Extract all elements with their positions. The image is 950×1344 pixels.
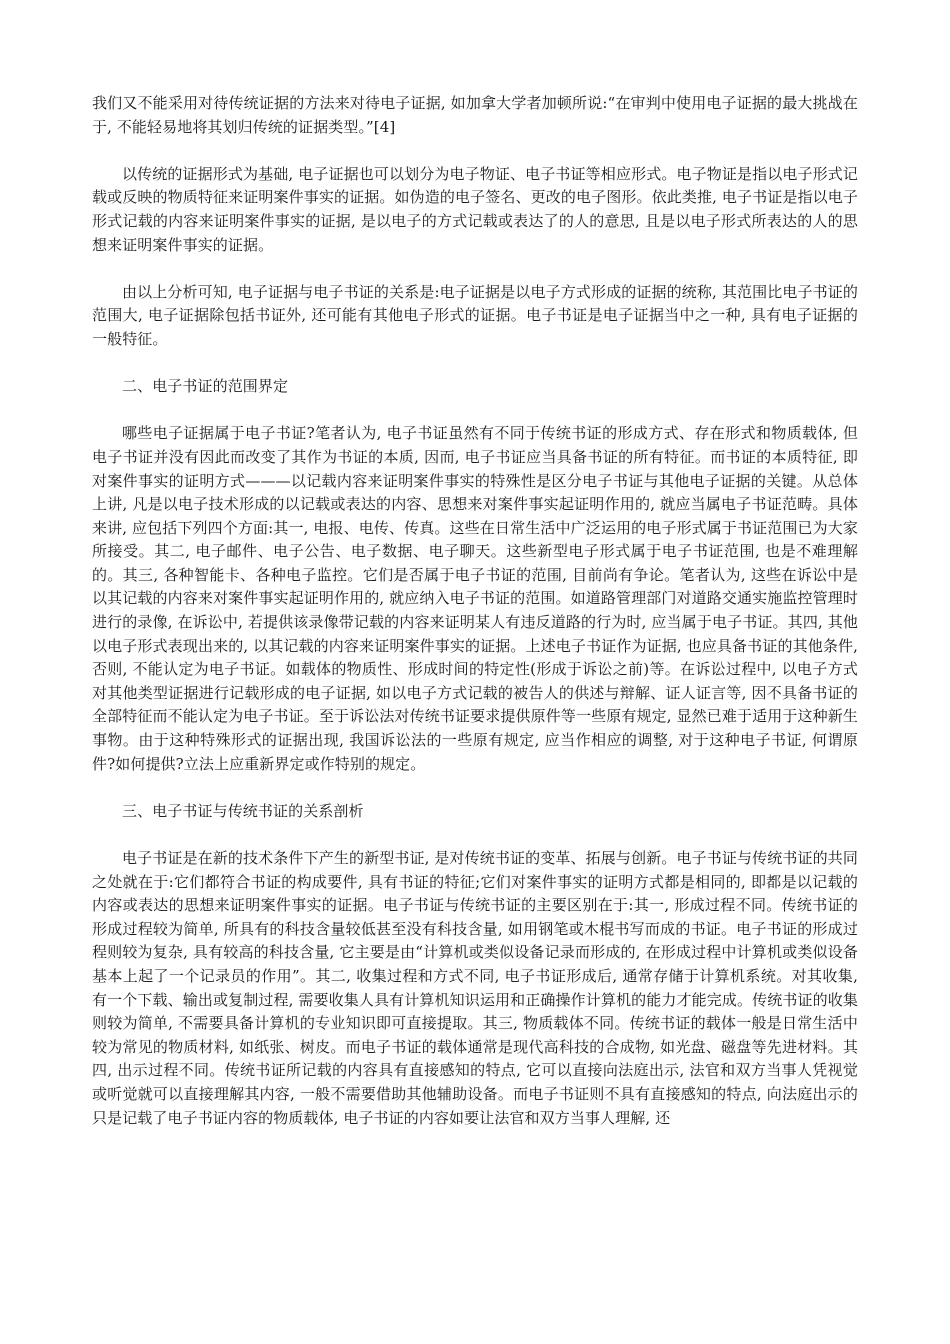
paragraph-evidence-forms: 以传统的证据形式为基础, 电子证据也可以划分为电子物证、电子书证等相应形式。电子物证是指以电子形式记载或反映的物质特征来证明案件事实的证据。如伪造的电子签名、更改的电子图形。依此类推, 电子书证是指以电子形式记载的内容来证明案件事实的证据, 是以电子的方式记载或表达了的人的意思, 且是以电子形式所表达的人的思想来证明案件事实的证据。 (92, 164, 858, 254)
section-heading-scope: 二、电子书证的范围界定 (122, 377, 289, 396)
paragraph-relationship-summary: 由以上分析可知, 电子证据与电子书证的关系是:电子证据是以电子方式形成的证据的统称, 其范围比电子书证的范围大, 电子证据除包括书证外, 还可能有其他电子形式的证据。电子书证是电子证据当中之一种, 具有电子证据的一般特征。 (92, 282, 858, 348)
paragraph-continuation: 我们又不能采用对待传统证据的方法来对待电子证据, 如加拿大学者加顿所说:“在审判中使用电子证据的最大挑战在于, 不能轻易地将其划归传统的证据类型。”[4] (92, 94, 858, 136)
paragraph-relationship-analysis: 电子书证是在新的技术条件下产生的新型书证, 是对传统书证的变革、拓展与创新。电子书证与传统书证的共同之处就在于:它们都符合书证的构成要件, 具有书证的特征;它们对案件事实的证明方式都是相同的, 即都是以记载的内容或表达的思想来证明案件事实的证据。电子书证与传统书证的主要区别在于:其一, 形成过程不同。传统书证的形成过程较为简单, 所具有的科技含量较低甚至没有科技含量, 如用钢笔或木棍书写而成的书证。电子书证的形成过程则较为复杂, 具有较高的科技含量, 它主要是由“计算机或类似设备记录而形成的, 在形成过程中计算机或类似设备基本上起了一个记录员的作用”。其二, 收集过程和方式不同, 电子书证形成后, 通常存储于计算机系统。对其收集, 有一个下载、输出或复制过程, 需要收集人具有计算机知识运用和正确操作计算机的能力才能完成。传统书证的收集则较为简单, 不需要具备计算机的专业知识即可直接提取。其三, 物质载体不同。传统书证的载体一般是日常生活中较为常见的物质材料, 如纸张、树皮。而电子书证的载体通常是现代高科技的合成物, 如光盘、磁盘等先进材料。其四, 出示过程不同。传统书证所记载的内容具有直接感知的特点, 它可以直接向法庭出示, 法官和双方当事人凭视觉或听觉就可以直接理解其内容, 一般不需要借助其他辅助设备。而电子书证则不具有直接感知的特点, 向法庭出示的只是记载了电子书证内容的物质载体, 电子书证的内容如要让法官和双方当事人理解, 还 (92, 849, 858, 1127)
section-heading-relationship: 三、电子书证与传统书证的关系剖析 (122, 801, 364, 820)
paragraph-scope-definition: 哪些电子证据属于电子书证?笔者认为, 电子书证虽然有不同于传统书证的形成方式、存在形式和物质载体, 但电子书证并没有因此而改变了其作为书证的本质, 因而, 电子书证应当具备书证的所有特征。而书证的本质特征, 即对案件事实的证明方式———以记载内容来证明案件事实的特殊性是区分电子书证与其他电子证据的关键。从总体上讲, 凡是以电子技术形成的以记载或表达的内容、思想来对案件事实起证明作用的, 就应当属电子书证范畴。具体来讲, 应包括下列四个方面:其一, 电报、电传、传真。这些在日常生活中广泛运用的电子形式属于书证范围已为大家所接受。其二, 电子邮件、电子公告、电子数据、电子聊天。这些新型电子形式属于电子书证范围, 也是不难理解的。其三, 各种智能卡、各种电子监控。它们是否属于电子书证的范围, 目前尚有争论。笔者认为, 这些在诉讼中是以其记载的内容来对案件事实起证明作用的, 就应纳入电子书证的范围。如道路管理部门对道路交通实施监控管理时进行的录像, 在诉讼中, 若提供该录像带记载的内容来证明某人有违反道路的行为时, 应当属于电子书证。其四, 其他以电子形式表现出来的, 以其记载的内容来证明案件事实的证据。上述电子书证作为证据, 也应具备书证的其他条件, 否则, 不能认定为电子书证。如载体的物质性、形成时间的特定性(形成于诉讼之前)等。在诉讼过程中, 以电子方式对其他类型证据进行记载形成的电子证据, 如以电子方式记载的被告人的供述与辩解、证人证言等, 因不具备书证的全部特征而不能认定为电子书证。至于诉讼法对传统书证要求提供原件等一些原有规定, 显然已难于适用于这种新生事物。由于这种特殊形式的证据出现, 我国诉讼法的一些原有规定, 应当作相应的调整, 对于这种电子书证, 何谓原件?如何提供?立法上应重新界定或作特别的规定。 (92, 424, 858, 773)
document-page (92, 92, 858, 1154)
